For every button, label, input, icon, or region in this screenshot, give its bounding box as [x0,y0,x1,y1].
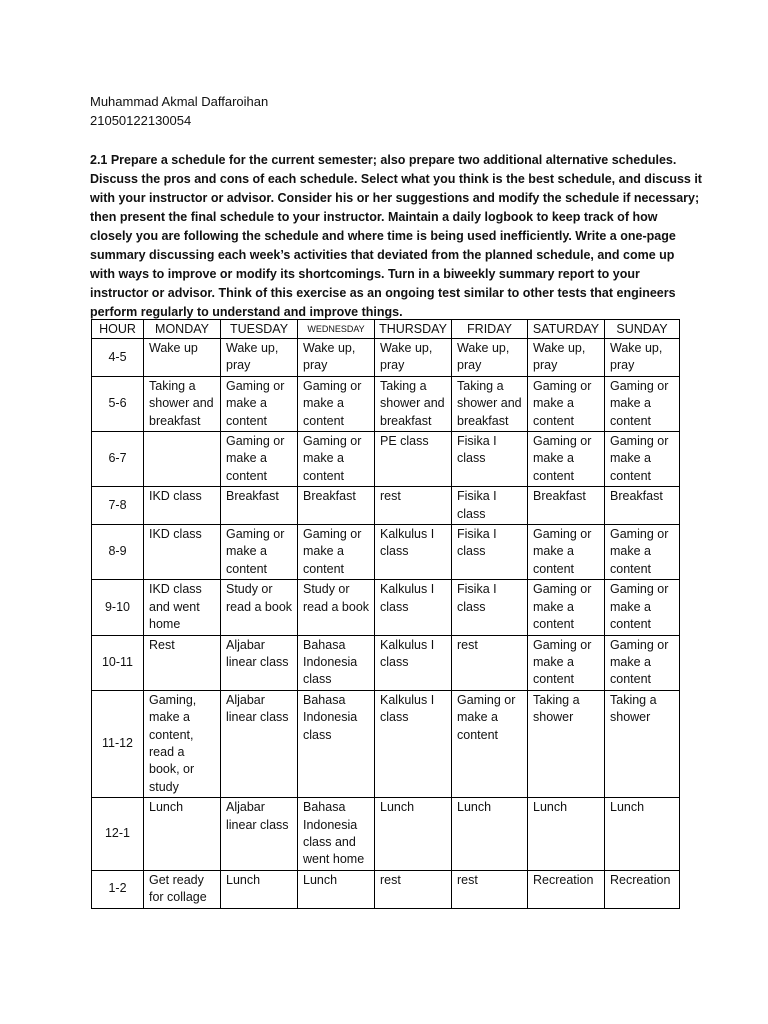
cell-wednesday: Bahasa Indonesia class [298,690,375,797]
table-header-row [92,320,680,339]
cell-wednesday: Gaming or make a content [298,525,375,580]
cell-monday: IKD class and went home [144,580,221,635]
cell-monday: IKD class [144,487,221,525]
schedule-table [91,319,680,909]
cell-friday: Lunch [452,798,528,871]
header-wednesday: WEDNESDAY [298,320,375,339]
header-friday: FRIDAY [452,320,528,339]
table-row [92,798,680,871]
hour-cell: 6-7 [92,432,144,487]
cell-sunday: Lunch [605,798,680,871]
cell-saturday: Gaming or make a content [528,432,605,487]
author-name: Muhammad Akmal Daffaroihan [90,94,269,109]
prompt-line: summary discussing each week’s activities that deviated from the planned schedule, and come up [90,248,675,262]
cell-tuesday: Gaming or make a content [221,525,298,580]
table-row [92,635,680,690]
cell-friday: Taking a shower and breakfast [452,376,528,431]
cell-saturday: Recreation [528,870,605,908]
cell-wednesday: Lunch [298,870,375,908]
table-row [92,376,680,431]
cell-saturday: Lunch [528,798,605,871]
header-tuesday: TUESDAY [221,320,298,339]
cell-friday: Fisika I class [452,487,528,525]
cell-sunday: Recreation [605,870,680,908]
hour-cell: 10-11 [92,635,144,690]
header-thursday: THURSDAY [375,320,452,339]
prompt-line: with ways to improve or modify its shortcomings. Turn in a biweekly summary report to your [90,267,640,281]
header-hour: HOUR [92,320,144,339]
cell-sunday: Gaming or make a content [605,635,680,690]
cell-monday: Rest [144,635,221,690]
table-row [92,339,680,377]
cell-saturday: Gaming or make a content [528,525,605,580]
cell-thursday: Kalkulus I class [375,525,452,580]
cell-sunday: Gaming or make a content [605,432,680,487]
cell-friday: Gaming or make a content [452,690,528,797]
cell-thursday: Taking a shower and breakfast [375,376,452,431]
prompt-line: perform regularly to understand and improve things. [90,305,403,319]
prompt-line: with your instructor or advisor. Consider his or her suggestions and modify the schedule if necessary; [90,191,700,205]
cell-saturday: Wake up, pray [528,339,605,377]
cell-wednesday: Breakfast [298,487,375,525]
cell-thursday: PE class [375,432,452,487]
cell-saturday: Breakfast [528,487,605,525]
document-page [90,92,702,322]
table-row [92,432,680,487]
hour-cell: 8-9 [92,525,144,580]
cell-sunday: Gaming or make a content [605,376,680,431]
cell-friday: Fisika I class [452,525,528,580]
cell-friday: Fisika I class [452,432,528,487]
cell-tuesday: Aljabar linear class [221,690,298,797]
cell-sunday: Breakfast [605,487,680,525]
cell-sunday: Taking a shower [605,690,680,797]
cell-tuesday: Gaming or make a content [221,376,298,431]
header-monday: MONDAY [144,320,221,339]
hour-cell: 11-12 [92,690,144,797]
prompt-line: 2.1 Prepare a schedule for the current semester; also prepare two additional alternative schedules. [90,153,677,167]
cell-monday: Taking a shower and breakfast [144,376,221,431]
cell-monday: Lunch [144,798,221,871]
cell-tuesday: Gaming or make a content [221,432,298,487]
cell-wednesday: Wake up, pray [298,339,375,377]
prompt-line: closely you are following the schedule and where time is being used inefficiently. Write a one-page [90,229,676,243]
cell-friday: Wake up, pray [452,339,528,377]
hour-cell: 5-6 [92,376,144,431]
header-saturday: SATURDAY [528,320,605,339]
header-sunday: SUNDAY [605,320,680,339]
cell-tuesday: Study or read a book [221,580,298,635]
table-row [92,525,680,580]
cell-tuesday: Lunch [221,870,298,908]
cell-tuesday: Aljabar linear class [221,798,298,871]
cell-monday: Get ready for collage [144,870,221,908]
schedule-body [92,339,680,909]
cell-monday: Wake up [144,339,221,377]
cell-thursday: rest [375,487,452,525]
cell-thursday: Kalkulus I class [375,580,452,635]
table-row [92,487,680,525]
cell-sunday: Wake up, pray [605,339,680,377]
cell-saturday: Gaming or make a content [528,580,605,635]
cell-tuesday: Breakfast [221,487,298,525]
cell-tuesday: Aljabar linear class [221,635,298,690]
cell-wednesday: Gaming or make a content [298,432,375,487]
hour-cell: 1-2 [92,870,144,908]
cell-wednesday: Bahasa Indonesia class and went home [298,798,375,871]
cell-friday: Fisika I class [452,580,528,635]
cell-saturday: Gaming or make a content [528,376,605,431]
cell-monday: Gaming, make a content, read a book, or study [144,690,221,797]
cell-saturday: Gaming or make a content [528,635,605,690]
hour-cell: 12-1 [92,798,144,871]
hour-cell: 4-5 [92,339,144,377]
cell-friday: rest [452,870,528,908]
cell-wednesday: Gaming or make a content [298,376,375,431]
cell-thursday: Kalkulus I class [375,635,452,690]
cell-sunday: Gaming or make a content [605,580,680,635]
cell-friday: rest [452,635,528,690]
cell-thursday: Lunch [375,798,452,871]
cell-tuesday: Wake up, pray [221,339,298,377]
cell-monday [144,432,221,487]
assignment-prompt [90,151,702,322]
table-row [92,690,680,797]
cell-thursday: rest [375,870,452,908]
cell-sunday: Gaming or make a content [605,525,680,580]
cell-thursday: Wake up, pray [375,339,452,377]
hour-cell: 7-8 [92,487,144,525]
prompt-line: then present the final schedule to your instructor. Maintain a daily logbook to keep track of how [90,210,658,224]
prompt-line: Discuss the pros and cons of each schedule. Select what you think is the best schedule, and discuss it [90,172,702,186]
cell-monday: IKD class [144,525,221,580]
student-id: 21050122130054 [90,113,192,128]
cell-thursday: Kalkulus I class [375,690,452,797]
table-row [92,580,680,635]
prompt-line: instructor or advisor. Think of this exercise as an ongoing test similar to other tests that engineers [90,286,676,300]
cell-wednesday: Study or read a book [298,580,375,635]
table-row [92,870,680,908]
cell-saturday: Taking a shower [528,690,605,797]
hour-cell: 9-10 [92,580,144,635]
cell-wednesday: Bahasa Indonesia class [298,635,375,690]
